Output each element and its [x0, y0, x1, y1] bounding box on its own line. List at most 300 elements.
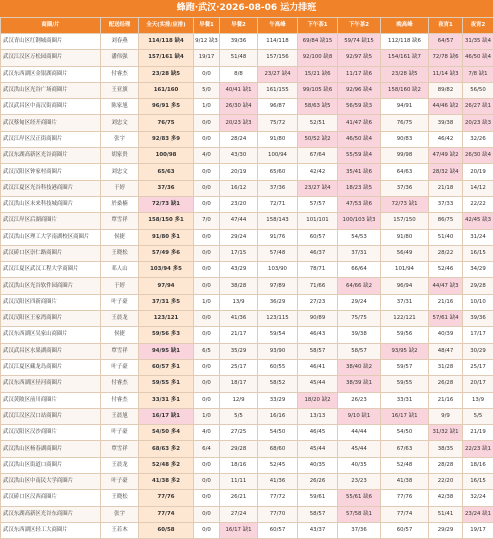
table-row[interactable]: [1, 213, 493, 229]
table-row[interactable]: [1, 262, 493, 278]
row-slot-value: 66/64: [338, 262, 381, 278]
row-slot-value: 21/17: [220, 327, 258, 343]
table-row[interactable]: [1, 311, 493, 327]
row-slot-value: 54/53: [338, 229, 381, 245]
row-slot-value: 42/42: [298, 164, 338, 180]
row-slot-value: 47/49 缺2: [429, 148, 463, 164]
row-slot-value: 25/17: [463, 359, 493, 375]
row-manager: 刘春燕: [101, 34, 139, 50]
row-total: 94/95 缺1: [139, 343, 194, 359]
row-slot-value: 59/56: [381, 327, 429, 343]
row-slot-value: 96/94: [381, 278, 429, 294]
row-slot-value: 46/42: [429, 131, 463, 147]
row-slot-value: 51/41: [429, 506, 463, 522]
row-slot-value: 26/30 缺4: [220, 99, 258, 115]
row-slot-value: 40/39: [429, 327, 463, 343]
row-slot-value: 78/71: [298, 262, 338, 278]
row-slot-value: 0/0: [194, 522, 220, 538]
row-slot-value: 1/0: [194, 99, 220, 115]
table-row[interactable]: [1, 425, 493, 441]
table-row[interactable]: [1, 441, 493, 457]
row-slot-value: 57/48: [258, 245, 298, 261]
row-slot-value: 23/20: [220, 196, 258, 212]
row-slot-value: 91/76: [258, 229, 298, 245]
row-slot-value: 18/17: [220, 376, 258, 392]
row-slot-value: 13/13: [298, 408, 338, 424]
row-area-name: 武汉江岸区后湖商圈片: [1, 213, 101, 229]
row-area-name: 武汉江夏区光谷科技港商圈片: [1, 180, 101, 196]
row-total: 23/28 缺5: [139, 66, 194, 82]
column-header[interactable]: 配送经理: [101, 18, 139, 34]
row-slot-value: 46/50 缺4: [338, 131, 381, 147]
schedule-table: [0, 17, 493, 539]
row-slot-value: 28/24: [220, 131, 258, 147]
table-row[interactable]: [1, 474, 493, 490]
row-slot-value: 158/143: [258, 213, 298, 229]
row-slot-value: 21/16: [429, 294, 463, 310]
row-slot-value: 5/5: [463, 408, 493, 424]
row-slot-value: 12/9: [220, 392, 258, 408]
table-row[interactable]: [1, 392, 493, 408]
row-slot-value: 22/22: [463, 196, 493, 212]
row-slot-value: 100/94: [258, 148, 298, 164]
row-manager: 于婷: [101, 180, 139, 196]
row-manager: 刘忠文: [101, 115, 139, 131]
row-slot-value: 157/156: [258, 50, 298, 66]
row-manager: 王晨龙: [101, 457, 139, 473]
row-slot-value: 45/44: [298, 376, 338, 392]
row-slot-value: 64/66 缺2: [338, 278, 381, 294]
table-row[interactable]: [1, 343, 493, 359]
row-manager: 付睿杰: [101, 392, 139, 408]
row-slot-value: 112/118 缺6: [381, 34, 429, 50]
table-row[interactable]: [1, 115, 493, 131]
row-manager: 刘忠文: [101, 164, 139, 180]
row-area-name: 武汉汉阳区王家湾商圈片: [1, 311, 101, 327]
row-slot-value: 11/11: [220, 474, 258, 490]
row-slot-value: 37/31: [381, 294, 429, 310]
row-slot-value: 47/53 缺6: [338, 196, 381, 212]
row-slot-value: 35/29: [220, 343, 258, 359]
row-slot-value: 44/44: [338, 425, 381, 441]
column-header[interactable]: 午高峰: [258, 18, 298, 34]
row-slot-value: 77/70: [258, 506, 298, 522]
row-slot-value: 37/36: [338, 522, 381, 538]
row-total: 77/76: [139, 490, 194, 506]
column-header[interactable]: 早餐1: [194, 18, 220, 34]
row-slot-value: 0/0: [194, 376, 220, 392]
row-slot-value: 59/54: [258, 327, 298, 343]
row-slot-value: 28/22: [429, 245, 463, 261]
table-row[interactable]: [1, 196, 493, 212]
row-slot-value: 9/9: [429, 408, 463, 424]
row-total: 158/150 多1: [139, 213, 194, 229]
row-slot-value: 90/83: [381, 131, 429, 147]
row-slot-value: 57/61 缺4: [429, 311, 463, 327]
row-total: 77/74: [139, 506, 194, 522]
row-slot-value: 4/0: [194, 425, 220, 441]
row-slot-value: 0/0: [194, 196, 220, 212]
row-slot-value: 55/61 缺6: [338, 490, 381, 506]
row-slot-value: 36/29: [258, 294, 298, 310]
row-slot-value: 22/23 缺1: [463, 441, 493, 457]
row-slot-value: 29/24: [220, 229, 258, 245]
row-area-name: 武汉洪山区街道口商圈片: [1, 457, 101, 473]
row-slot-value: 21/19: [463, 425, 493, 441]
row-slot-value: 92/96 缺4: [338, 82, 381, 98]
row-area-name: 武汉武昌区水果湖商圈片: [1, 343, 101, 359]
row-slot-value: 29/28: [463, 278, 493, 294]
row-slot-value: 34/29: [463, 262, 493, 278]
row-total: 114/118 缺4: [139, 34, 194, 50]
row-slot-value: 52/45: [258, 457, 298, 473]
row-slot-value: 56/49: [381, 245, 429, 261]
row-slot-value: 100/103 缺3: [338, 213, 381, 229]
row-manager: 王若木: [101, 522, 139, 538]
row-slot-value: 6/4: [194, 441, 220, 457]
table-row[interactable]: [1, 457, 493, 473]
table-row[interactable]: [1, 408, 493, 424]
row-area-name: 武汉东西湖区轻工大商圈片: [1, 522, 101, 538]
row-slot-value: 42/45 缺3: [463, 213, 493, 229]
row-slot-value: 0/0: [194, 278, 220, 294]
row-slot-value: 46/43: [298, 327, 338, 343]
row-slot-value: 59/55: [381, 376, 429, 392]
row-slot-value: 46/45: [298, 425, 338, 441]
table-row[interactable]: [1, 66, 493, 82]
row-slot-value: 10/10: [463, 294, 493, 310]
row-slot-value: 19/17: [463, 522, 493, 538]
row-total: 16/17 缺1: [139, 408, 194, 424]
row-slot-value: 0/0: [194, 490, 220, 506]
row-slot-value: 7/8 缺1: [463, 66, 493, 82]
row-slot-value: 31/32 缺1: [429, 425, 463, 441]
table-header-row: [1, 18, 493, 34]
row-slot-value: 31/28: [429, 359, 463, 375]
row-slot-value: 90/89: [298, 311, 338, 327]
row-slot-value: 9/12 缺3: [194, 34, 220, 50]
row-slot-value: 51/48: [220, 50, 258, 66]
table-row[interactable]: [1, 294, 493, 310]
row-manager: 叶子豪: [101, 474, 139, 490]
row-slot-value: 1/0: [194, 294, 220, 310]
row-manager: 王亚旗: [101, 82, 139, 98]
row-slot-value: 64/63: [381, 164, 429, 180]
row-slot-value: 54/50: [258, 425, 298, 441]
row-slot-value: 32/24: [463, 490, 493, 506]
row-manager: 覃雪祥: [101, 441, 139, 457]
row-slot-value: 16/15: [463, 474, 493, 490]
row-area-name: 武汉江岸区汉正街商圈片: [1, 131, 101, 147]
row-slot-value: 46/37: [298, 245, 338, 261]
row-slot-value: 94/91: [381, 99, 429, 115]
row-slot-value: 41/47 缺6: [338, 115, 381, 131]
row-slot-value: 58/57: [298, 506, 338, 522]
row-slot-value: 0/0: [194, 229, 220, 245]
row-slot-value: 38/40 缺2: [338, 359, 381, 375]
column-header[interactable]: 晚高峰: [381, 18, 429, 34]
row-slot-value: 22/20: [429, 474, 463, 490]
row-slot-value: 26/28: [429, 376, 463, 392]
row-slot-value: 39/36: [220, 34, 258, 50]
row-slot-value: 43/30: [220, 148, 258, 164]
row-manager: 王晨旭: [101, 408, 139, 424]
row-slot-value: 26/23: [338, 392, 381, 408]
row-slot-value: 91/80: [258, 131, 298, 147]
table-row[interactable]: [1, 99, 493, 115]
row-slot-value: 99/105 缺6: [298, 82, 338, 98]
row-slot-value: 161/155: [258, 82, 298, 98]
column-header[interactable]: 下午茶2: [338, 18, 381, 34]
row-slot-value: 21/18: [429, 180, 463, 196]
row-slot-value: 0/0: [194, 115, 220, 131]
column-header[interactable]: 夜宵2: [463, 18, 493, 34]
row-slot-value: 40/41 缺1: [220, 82, 258, 98]
row-slot-value: 25/17: [220, 359, 258, 375]
row-total: 68/63 多2: [139, 441, 194, 457]
page-title: 蜂跑·武汉·2026-08-06 运力排班: [0, 0, 493, 17]
row-slot-value: 21/16: [429, 392, 463, 408]
row-slot-value: 11/17 缺6: [338, 66, 381, 82]
table-row[interactable]: [1, 180, 493, 196]
row-total: 60/58: [139, 522, 194, 538]
row-slot-value: 37/36: [258, 180, 298, 196]
table-row[interactable]: [1, 82, 493, 98]
row-area-name: 武汉东西湖区径河商圈片: [1, 376, 101, 392]
row-total: 52/48 多2: [139, 457, 194, 473]
row-slot-value: 91/80: [381, 229, 429, 245]
row-slot-value: 38/35: [429, 441, 463, 457]
row-slot-value: 76/75: [381, 115, 429, 131]
row-slot-value: 54/50: [381, 425, 429, 441]
row-area-name: 武汉江汉区万松园商圈片: [1, 50, 101, 66]
table-row[interactable]: [1, 278, 493, 294]
row-manager: 付睿杰: [101, 66, 139, 82]
row-slot-value: 40/35: [338, 457, 381, 473]
row-slot-value: 0/0: [194, 311, 220, 327]
row-slot-value: 52/46: [429, 262, 463, 278]
table-row[interactable]: [1, 164, 493, 180]
row-slot-value: 77/76: [381, 490, 429, 506]
row-slot-value: 58/57: [298, 343, 338, 359]
row-slot-value: 37/31: [338, 245, 381, 261]
row-slot-value: 41/38: [381, 474, 429, 490]
row-slot-value: 42/38: [429, 490, 463, 506]
row-slot-value: 103/90: [258, 262, 298, 278]
row-total: 100/98: [139, 148, 194, 164]
row-slot-value: 46/50 缺4: [463, 50, 493, 66]
row-slot-value: 23/24 缺1: [463, 506, 493, 522]
row-slot-value: 13/9: [220, 294, 258, 310]
row-slot-value: 75/75: [338, 311, 381, 327]
table-row[interactable]: [1, 327, 493, 343]
table-body: [1, 34, 493, 539]
row-slot-value: 0/0: [194, 262, 220, 278]
row-slot-value: 30/29: [463, 343, 493, 359]
row-slot-value: 0/0: [194, 392, 220, 408]
row-slot-value: 18/23 缺5: [338, 180, 381, 196]
row-slot-value: 16/17 缺1: [220, 522, 258, 538]
row-slot-value: 59/74 缺15: [338, 34, 381, 50]
row-slot-value: 27/25: [220, 425, 258, 441]
row-slot-value: 44/46 缺2: [429, 99, 463, 115]
row-slot-value: 114/118: [258, 34, 298, 50]
row-manager: 张宇: [101, 131, 139, 147]
row-slot-value: 8/8: [220, 66, 258, 82]
row-slot-value: 1/0: [194, 408, 220, 424]
row-total: 157/161 缺4: [139, 50, 194, 66]
row-slot-value: 92/97 缺5: [338, 50, 381, 66]
row-total: 161/160: [139, 82, 194, 98]
row-slot-value: 29/24: [338, 294, 381, 310]
row-total: 123/121: [139, 311, 194, 327]
row-slot-value: 77/74: [381, 506, 429, 522]
row-slot-value: 26/26: [298, 474, 338, 490]
table-row[interactable]: [1, 229, 493, 245]
row-slot-value: 67/64: [298, 148, 338, 164]
row-slot-value: 20/23 缺3: [220, 115, 258, 131]
row-slot-value: 41/36: [258, 474, 298, 490]
row-slot-value: 29/28: [220, 441, 258, 457]
row-total: 76/75: [139, 115, 194, 131]
column-header[interactable]: 下午茶1: [298, 18, 338, 34]
row-slot-value: 58/57: [338, 343, 381, 359]
row-slot-value: 35/41 缺6: [338, 164, 381, 180]
row-slot-value: 23/27 缺4: [298, 180, 338, 196]
column-header[interactable]: 早餐2: [220, 18, 258, 34]
row-total: 72/73 缺1: [139, 196, 194, 212]
row-slot-value: 52/51: [298, 115, 338, 131]
row-slot-value: 0/0: [194, 164, 220, 180]
row-slot-value: 75/72: [258, 115, 298, 131]
row-slot-value: 9/10 缺1: [338, 408, 381, 424]
table-row[interactable]: [1, 376, 493, 392]
table-row[interactable]: [1, 34, 493, 50]
row-slot-value: 96/87: [258, 99, 298, 115]
row-slot-value: 45/44: [298, 441, 338, 457]
row-manager: 陈家旭: [101, 99, 139, 115]
row-manager: 叶子豪: [101, 359, 139, 375]
row-slot-value: 16/17 缺1: [381, 408, 429, 424]
row-total: 54/50 多4: [139, 425, 194, 441]
row-manager: 潘伟强: [101, 50, 139, 66]
table-row[interactable]: [1, 245, 493, 261]
row-slot-value: 0/0: [194, 457, 220, 473]
row-area-name: 武汉武昌区中南汉街商圈片: [1, 99, 101, 115]
row-slot-value: 23/27 缺4: [258, 66, 298, 82]
row-slot-value: 60/57: [258, 522, 298, 538]
row-slot-value: 23/28 缺5: [381, 66, 429, 82]
row-slot-value: 16/15: [463, 245, 493, 261]
row-slot-value: 44/47 缺3: [429, 278, 463, 294]
row-slot-value: 51/40: [429, 229, 463, 245]
row-slot-value: 58/52: [258, 376, 298, 392]
table-row[interactable]: [1, 131, 493, 147]
row-slot-value: 14/12: [463, 180, 493, 196]
row-slot-value: 0/0: [194, 327, 220, 343]
row-area-name: 武汉洪山区光谷软件园商圈片: [1, 278, 101, 294]
row-slot-value: 23/23: [338, 474, 381, 490]
row-area-name: 武汉东西湖区金银湖商圈片: [1, 66, 101, 82]
row-area-name: 武汉青山区红钢城商圈片: [1, 34, 101, 50]
row-slot-value: 60/57: [298, 229, 338, 245]
row-slot-value: 39/36: [463, 311, 493, 327]
row-area-name: 武汉洪山区理工大学南湖校区商圈片: [1, 229, 101, 245]
row-slot-value: 18/16: [220, 457, 258, 473]
row-slot-value: 56/50: [463, 82, 493, 98]
row-slot-value: 69/84 缺15: [298, 34, 338, 50]
row-manager: 胡家贵: [101, 148, 139, 164]
row-total: 97/94: [139, 278, 194, 294]
row-area-name: 武汉江汉区汉口站商圈片: [1, 408, 101, 424]
row-slot-value: 28/28: [429, 457, 463, 473]
row-slot-value: 47/44: [220, 213, 258, 229]
table-row[interactable]: [1, 522, 493, 538]
column-header[interactable]: 夜宵1: [429, 18, 463, 34]
row-area-name: 武汉汉阳区钟家村商圈片: [1, 164, 101, 180]
column-header[interactable]: 商圈/片: [1, 18, 101, 34]
table-row[interactable]: [1, 50, 493, 66]
row-slot-value: 20/19: [463, 164, 493, 180]
row-slot-value: 99/98: [381, 148, 429, 164]
row-slot-value: 57/58 缺1: [338, 506, 381, 522]
row-slot-value: 122/121: [381, 311, 429, 327]
table-row[interactable]: [1, 148, 493, 164]
row-slot-value: 28/32 缺4: [429, 164, 463, 180]
row-slot-value: 158/160 缺2: [381, 82, 429, 98]
row-slot-value: 20/19: [220, 164, 258, 180]
table-row[interactable]: [1, 506, 493, 522]
row-manager: 侯捷: [101, 229, 139, 245]
row-area-name: 武汉东湖高新区光谷商圈片: [1, 148, 101, 164]
row-slot-value: 56/59 缺3: [338, 99, 381, 115]
row-total: 103/94 多5: [139, 262, 194, 278]
row-slot-value: 60/57: [381, 522, 429, 538]
row-area-name: 武汉汉阳区四新商圈片: [1, 294, 101, 310]
row-slot-value: 72/71: [258, 196, 298, 212]
row-slot-value: 31/35 缺4: [463, 34, 493, 50]
row-slot-value: 26/30 缺4: [463, 148, 493, 164]
row-slot-value: 72/78 缺6: [429, 50, 463, 66]
table-row[interactable]: [1, 359, 493, 375]
row-slot-value: 39/38: [338, 327, 381, 343]
row-slot-value: 68/60: [258, 441, 298, 457]
row-area-name: 武汉洪山区中南民大学商圈片: [1, 474, 101, 490]
row-slot-value: 31/24: [463, 229, 493, 245]
table-row[interactable]: [1, 490, 493, 506]
row-slot-value: 16/12: [220, 180, 258, 196]
row-slot-value: 6/5: [194, 343, 220, 359]
row-slot-value: 37/33: [429, 196, 463, 212]
row-slot-value: 64/57: [429, 34, 463, 50]
row-area-name: 武汉硚口区汉西商圈片: [1, 490, 101, 506]
column-header[interactable]: 全天(实排/应排): [139, 18, 194, 34]
row-slot-value: 48/47: [429, 343, 463, 359]
row-total: 57/49 多6: [139, 245, 194, 261]
row-manager: 覃雪祥: [101, 213, 139, 229]
row-total: 37/36: [139, 180, 194, 196]
row-total: 33/31 多1: [139, 392, 194, 408]
row-slot-value: 59/57: [381, 359, 429, 375]
row-slot-value: 15/21 缺6: [298, 66, 338, 82]
row-slot-value: 72/73 缺1: [381, 196, 429, 212]
row-slot-value: 43/29: [220, 262, 258, 278]
row-slot-value: 38/39 缺1: [338, 376, 381, 392]
row-slot-value: 20/17: [463, 376, 493, 392]
row-area-name: 武汉江夏区藏龙岛商圈片: [1, 359, 101, 375]
row-total: 96/91 多5: [139, 99, 194, 115]
row-slot-value: 19/17: [194, 50, 220, 66]
